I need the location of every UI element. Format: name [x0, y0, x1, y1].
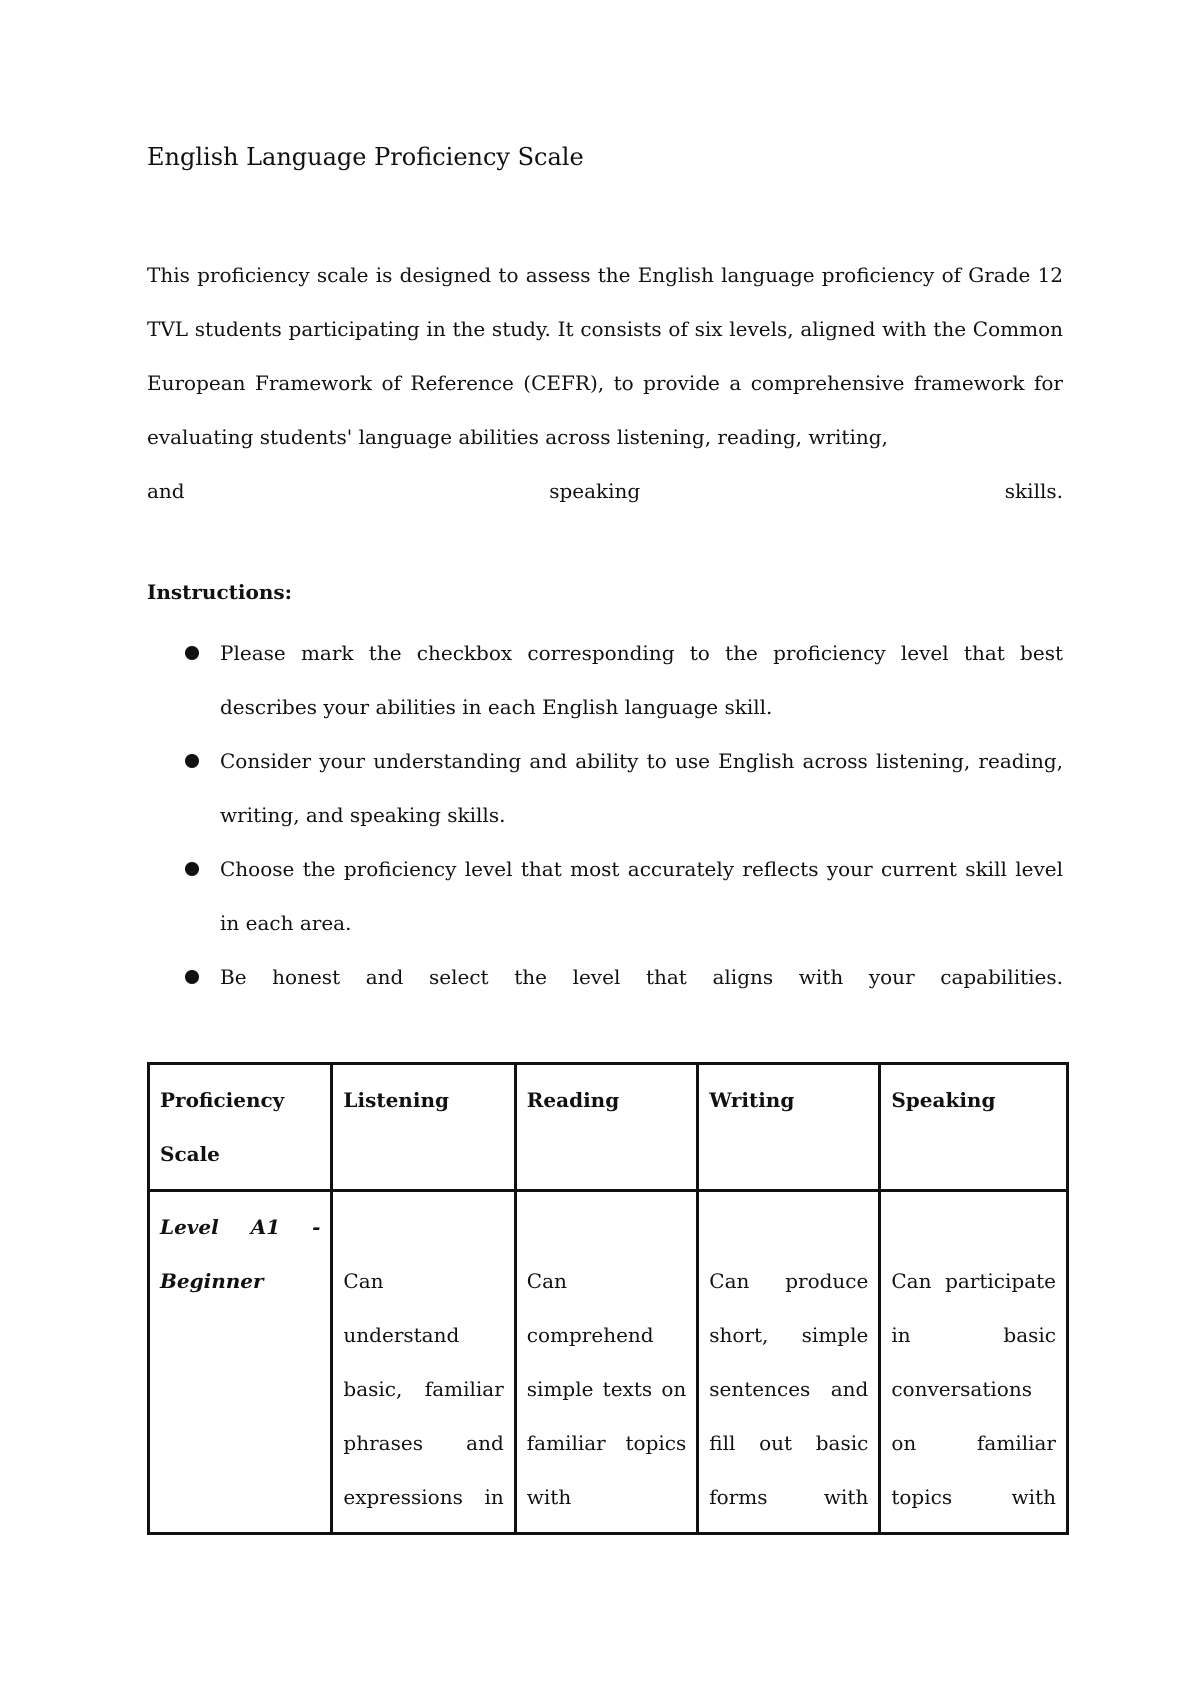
- bullet-icon: [185, 970, 199, 984]
- intro-word: and: [147, 479, 185, 503]
- instruction-word: select: [428, 965, 489, 989]
- instruction-item: [147, 626, 1063, 734]
- table-header-row: [149, 1064, 1068, 1191]
- header-speaking: Speaking: [880, 1064, 1068, 1191]
- instruction-word: your: [868, 965, 915, 989]
- cell-spacer: [891, 1200, 1056, 1254]
- header-reading: Reading: [515, 1064, 697, 1191]
- instruction-word: level: [572, 965, 621, 989]
- writing-text: Can produce short, simple sentences and fill out basic forms with: [709, 1269, 869, 1509]
- reading-text: Can comprehend simple texts on familiar topics with: [526, 1269, 687, 1509]
- intro-last-line: [147, 464, 1063, 518]
- listening-text: Can understand basic, familiar phrases and expressions in: [343, 1269, 504, 1509]
- document-title: English Language Proficiency Scale: [147, 143, 584, 171]
- writing-cell: [698, 1191, 880, 1534]
- instructions-list: [147, 626, 1063, 1004]
- header-listening: Listening: [332, 1064, 515, 1191]
- instruction-word: aligns: [712, 965, 774, 989]
- cell-spacer: [709, 1200, 868, 1254]
- header-proficiency-scale: Proficiency Scale: [149, 1064, 332, 1191]
- reading-cell: [515, 1191, 697, 1534]
- bullet-icon: [185, 754, 199, 768]
- speaking-cell: [880, 1191, 1068, 1534]
- instruction-text: Choose the proficiency level that most accurately reflects your current skill level in each area.: [220, 857, 1063, 935]
- intro-paragraph: [147, 248, 1063, 518]
- intro-word: skills.: [1004, 479, 1063, 503]
- intro-word: speaking: [549, 479, 641, 503]
- instruction-item: [147, 842, 1063, 950]
- instruction-word: the: [514, 965, 547, 989]
- instruction-word: capabilities.: [940, 965, 1063, 989]
- instruction-text: [220, 950, 1063, 1004]
- instruction-text: Please mark the checkbox corresponding to the proficiency level that best describes your abilities in each English language skill.: [220, 641, 1063, 719]
- level-cell: Level A1 - Beginner: [149, 1191, 332, 1534]
- instruction-word: Be: [220, 965, 247, 989]
- bullet-icon: [185, 646, 199, 660]
- listening-cell: [332, 1191, 515, 1534]
- speaking-text: Can participate in basic conversations on familiar topics with: [891, 1269, 1056, 1509]
- instruction-word: honest: [272, 965, 341, 989]
- intro-text: This proficiency scale is designed to assess the English language proficiency of Grade 12 TVL students participating in the study. It consists of six levels, aligned with the Common European Framework of Reference (CEFR), to provide a comprehensive framework for evaluating students' language abilities across listening, reading, writing,: [147, 263, 1063, 449]
- header-writing: Writing: [698, 1064, 880, 1191]
- instruction-item: [147, 950, 1063, 1004]
- instruction-word: and: [365, 965, 404, 989]
- instruction-text: Consider your understanding and ability to use English across listening, reading, writing, and speaking skills.: [220, 749, 1063, 827]
- table-row: [149, 1191, 1068, 1534]
- instruction-word: that: [645, 965, 687, 989]
- proficiency-table: [147, 1062, 1069, 1535]
- cell-spacer: [527, 1200, 686, 1254]
- bullet-icon: [185, 862, 199, 876]
- instructions-heading: Instructions:: [147, 580, 293, 604]
- instruction-item: [147, 734, 1063, 842]
- instruction-word: with: [798, 965, 844, 989]
- cell-spacer: [343, 1200, 503, 1254]
